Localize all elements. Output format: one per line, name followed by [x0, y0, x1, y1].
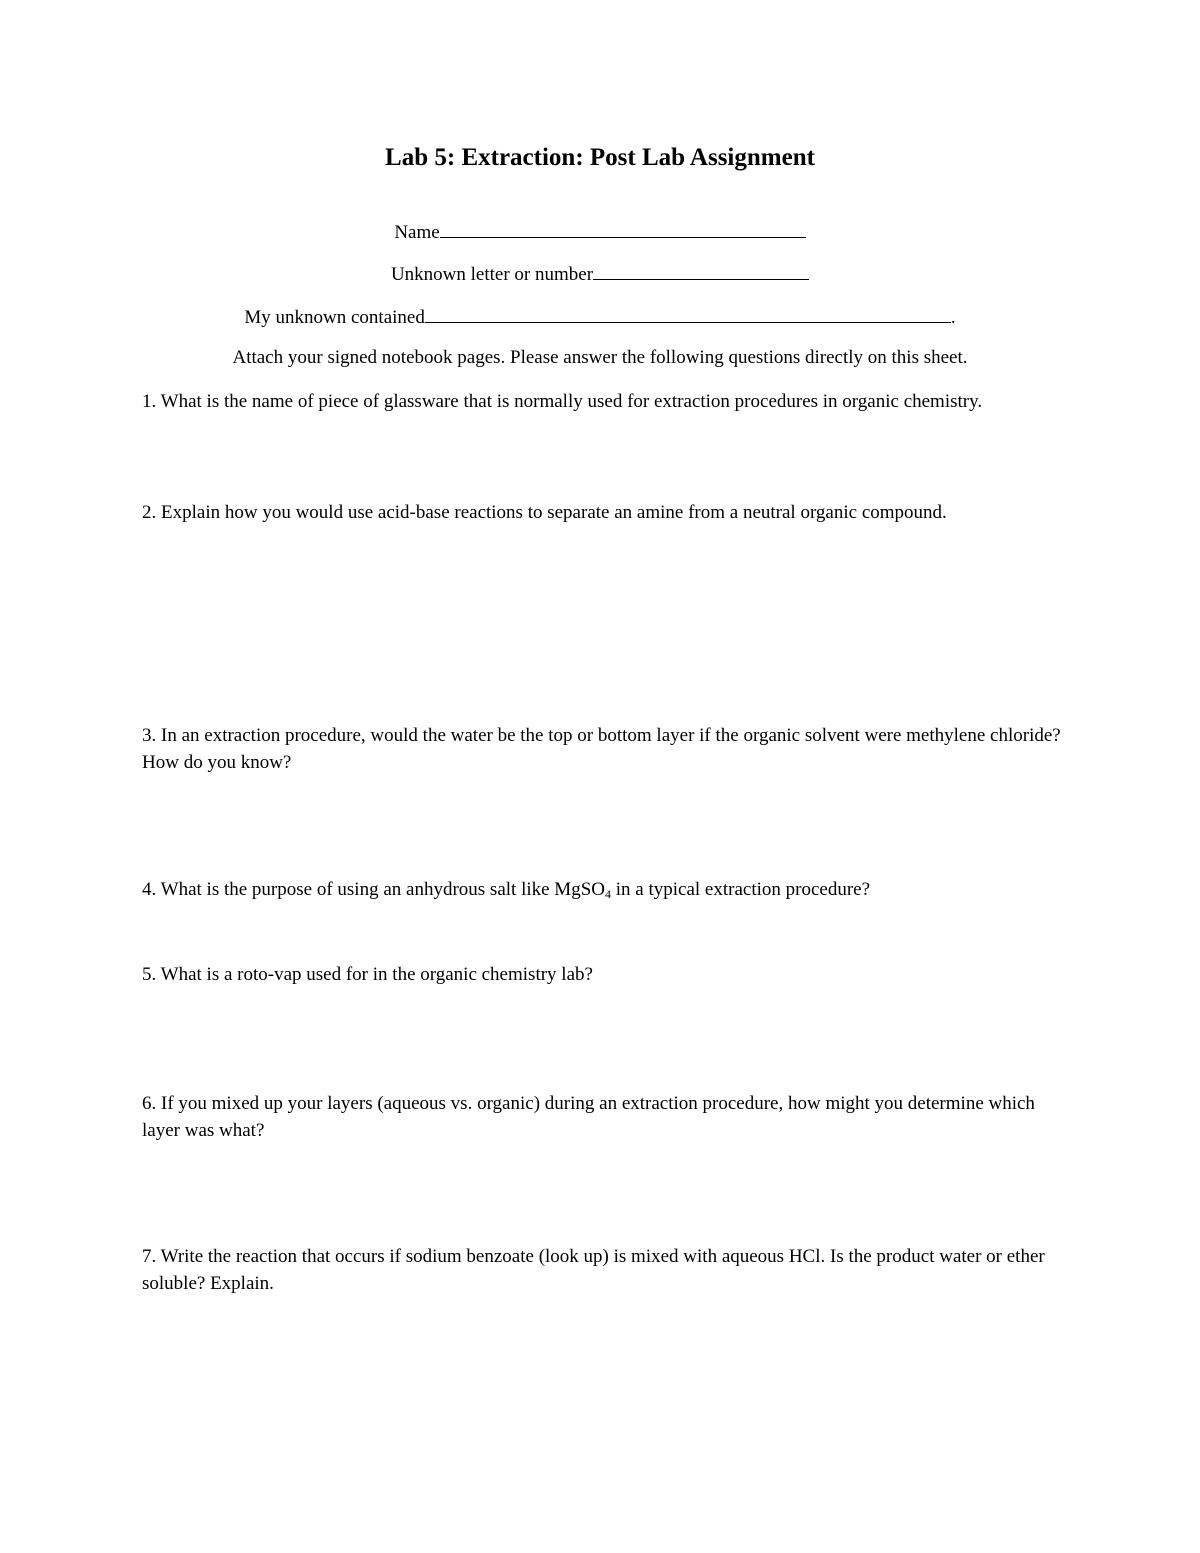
question-7: 7. Write the reaction that occurs if sodium benzoate (look up) is mixed with aqueous HCl. Is the product water or ether soluble? Explain.	[142, 1246, 1045, 1294]
question-4-subscript: 4	[605, 887, 611, 901]
question-1: 1. What is the name of piece of glassware that is normally used for extraction procedures in organic chemistry.	[142, 391, 983, 412]
contained-blank-line[interactable]	[425, 304, 951, 323]
question-2: 2. Explain how you would use acid-base reactions to separate an amine from a neutral organic compound.	[142, 502, 947, 523]
question-4-prefix: 4. What is the purpose of using an anhydrous salt like MgSO	[142, 879, 605, 900]
contained-period: .	[950, 307, 956, 328]
name-blank-line[interactable]	[440, 219, 806, 238]
question-4-suffix: in a typical extraction procedure?	[611, 879, 871, 900]
question-4	[142, 876, 1072, 908]
question-6: 6. If you mixed up your layers (aqueous vs. organic) during an extraction procedure, how might you determine which layer was what?	[142, 1093, 1035, 1141]
unknown-field	[0, 261, 1200, 287]
contained-field	[0, 304, 1200, 330]
name-field	[0, 219, 1200, 245]
contained-label: My unknown contained	[244, 307, 425, 328]
name-label: Name	[394, 222, 440, 243]
instructions: Attach your signed notebook pages. Please answer the following questions directly on this sheet.	[232, 347, 968, 368]
question-5: 5. What is a roto-vap used for in the organic chemistry lab?	[142, 964, 593, 985]
unknown-blank-line[interactable]	[593, 261, 809, 280]
unknown-label: Unknown letter or number	[390, 264, 594, 285]
page-title: Lab 5: Extraction: Post Lab Assignment	[385, 144, 815, 171]
question-3: 3. In an extraction procedure, would the water be the top or bottom layer if the organic solvent were methylene chloride? How do you know?	[142, 725, 1061, 773]
